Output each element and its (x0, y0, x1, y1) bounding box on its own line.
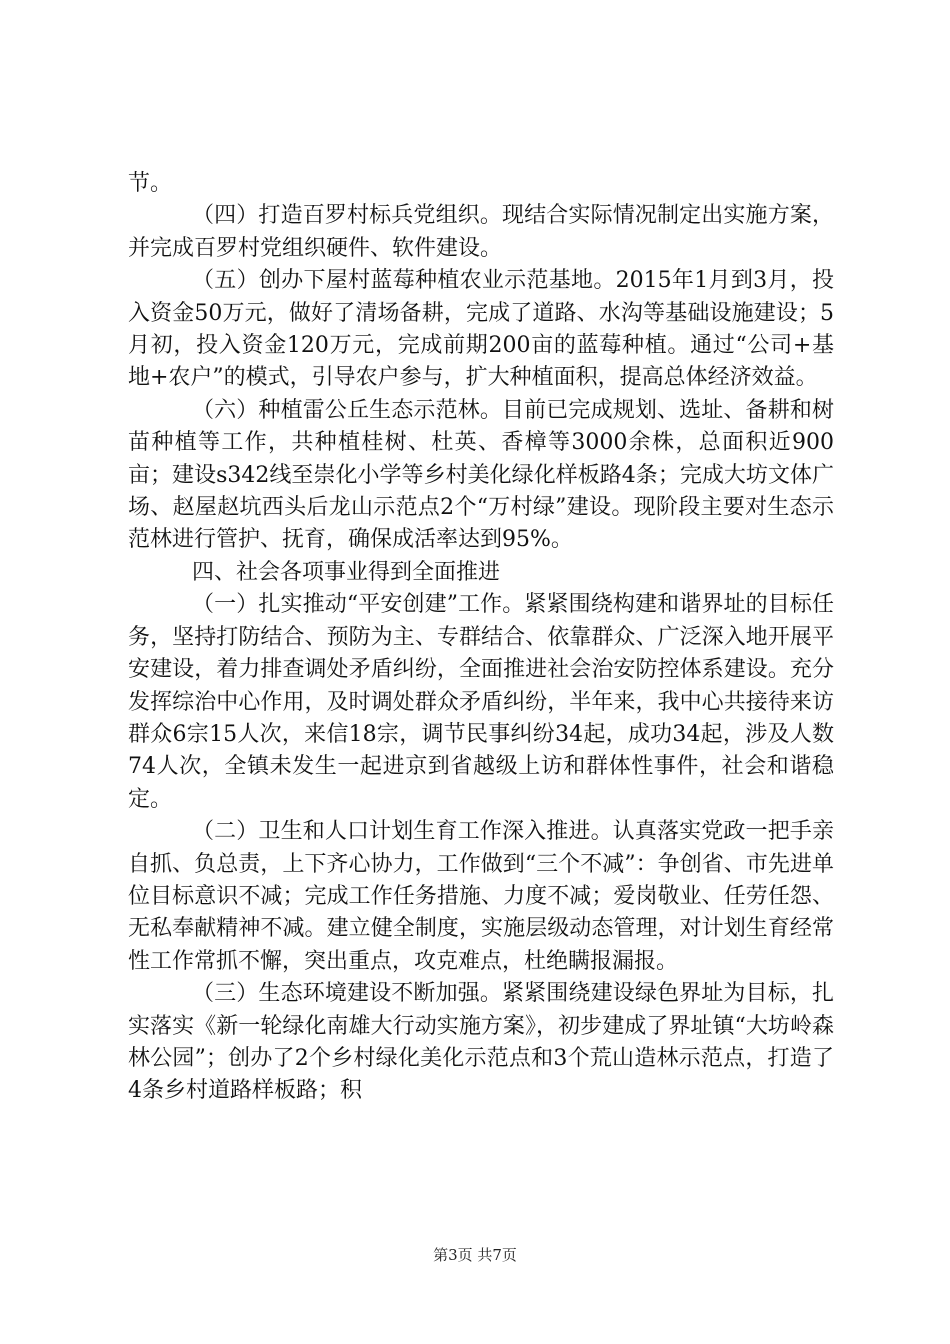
section-heading-4: 四、社会各项事业得到全面推进 (192, 559, 501, 585)
paragraph-subsection-2: （二）卫生和人口计划生育工作深入推进。认真落实党政一把手亲自抓、负总责，上下齐心协力，工作做到“三个不减”：争创省、市先进单位目标意识不减；完成工作任务措施、力度不减；爱岗敬业、任劳任怨、无私奉献精神不减。建立健全制度，实施层级动态管理，对计划生育经常性工作常抓不懈，突出重点，攻克难点，杜绝瞒报漏报。 (128, 819, 834, 974)
paragraph-continuation: 节。 (128, 171, 173, 196)
page-number-label: 第3页 共7页 (433, 1246, 517, 1264)
paragraph-subsection-1: （一）扎实推动“平安创建”工作。紧紧围绕构建和谐界址的目标任务，坚持打防结合、预防为主、专群结合、依靠群众、广泛深入地开展平安建设，着力排查调处矛盾纠纷，全面推进社会治安防控体系建设。充分发挥综治中心作用，及时调处群众矛盾纠纷，半年来，我中心共接待来访群众6宗15人次，来信18宗，调节民事纠纷34起，成功34起，涉及人数74人次，全镇未发生一起进京到省越级上访和群体性事件，社会和谐稳定。 (128, 592, 834, 812)
paragraph-section-4: （四）打造百罗村标兵党组织。现结合实际情况制定出实施方案，并完成百罗村党组织硬件、软件建设。 (128, 203, 834, 261)
paragraph-section-5: （五）创办下屋村蓝莓种植农业示范基地。2015年1月到3月，投入资金50万元，做好了清场备耕，完成了道路、水沟等基础设施建设；5月初，投入资金120万元，完成前期200亩的蓝莓种植。通过“公司+基地+农户”的模式，引导农户参与，扩大种植面积，提高总体经济效益。 (128, 268, 834, 391)
document-body (128, 168, 834, 1108)
paragraph-section-6: （六）种植雷公丘生态示范林。目前已完成规划、选址、备耕和树苗种植等工作，共种植桂树、杜英、香樟等3000余株，总面积近900亩；建设s342线至崇化小学等乡村美化绿化样板路4条；完成大坊文体广场、赵屋赵坑西头后龙山示范点2个“万村绿”建设。现阶段主要对生态示范林进行管护、抚育，确保成活率达到95%。 (128, 397, 834, 553)
page-footer (0, 1244, 950, 1265)
paragraph-subsection-3: （三）生态环境建设不断加强。紧紧围绕建设绿色界址为目标，扎实落实《新一轮绿化南雄大行动实施方案》，初步建成了界址镇“大坊岭森林公园”；创办了2个乡村绿化美化示范点和3个荒山造林示范点，打造了4条乡村道路样板路；积 (128, 981, 834, 1104)
